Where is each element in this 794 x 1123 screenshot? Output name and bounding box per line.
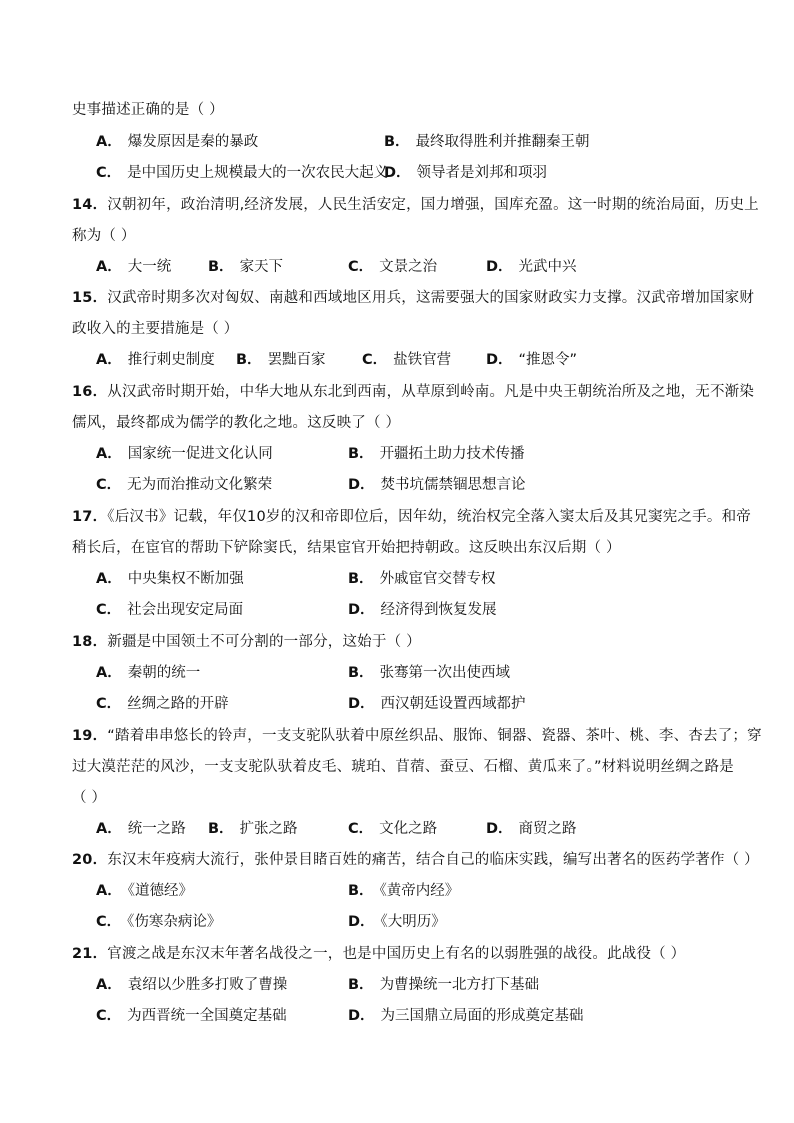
q21-number: 21． bbox=[72, 946, 108, 962]
q16-options-row2 bbox=[96, 475, 736, 495]
q14-stem-line1: 14．汉朝初年，政治清明,经济发展，人民生活安定，国力增强，国库充盈。这一时期的统治局面，历史上 bbox=[72, 197, 759, 213]
q20-option-b[interactable]: B． 《黄帝内经》 bbox=[348, 883, 460, 899]
q13-option-a[interactable]: A． 爆发原因是秦的暴政 bbox=[96, 134, 259, 150]
q19-option-c[interactable]: C． 文化之路 bbox=[348, 821, 438, 837]
q19-stem-line1: 19．“踏着串串悠长的铃声，一支支驼队驮着中原丝织品、服饰、铜器、瓷器、茶叶、桃、李、杏去了；穿 bbox=[72, 728, 762, 744]
q14-options-row bbox=[96, 257, 736, 277]
q18-option-d[interactable]: D． 西汉朝廷设置西域都护 bbox=[348, 696, 526, 712]
q13-option-d[interactable]: D． 领导者是刘邦和项羽 bbox=[384, 165, 548, 181]
q13-continuation: 史事描述正确的是（ ） bbox=[72, 102, 224, 118]
q16-option-b[interactable]: B． 开疆拓土助力技术传播 bbox=[348, 446, 525, 462]
q18-number: 18． bbox=[72, 634, 108, 650]
q17-number: 17． bbox=[72, 509, 108, 525]
q20-option-a[interactable]: A． 《道德经》 bbox=[96, 883, 193, 899]
q16-option-c[interactable]: C． 无为而治推动文化繁荣 bbox=[96, 477, 273, 493]
q20-options-row1 bbox=[96, 881, 736, 901]
q17-options-row2 bbox=[96, 600, 736, 620]
q19-option-d[interactable]: D． 商贸之路 bbox=[486, 821, 577, 837]
q19-number: 19． bbox=[72, 728, 108, 744]
q16-options-row1 bbox=[96, 444, 736, 464]
q18-option-c[interactable]: C． 丝绸之路的开辟 bbox=[96, 696, 229, 712]
q19-stem-line2: 过大漠茫茫的风沙，一支支驼队驮着皮毛、琥珀、苜蓿、蚕豆、石榴、黄瓜来了。”材料说明丝绸之路是 bbox=[72, 759, 734, 775]
q15-options-row bbox=[96, 350, 736, 370]
q21-option-d[interactable]: D． 为三国鼎立局面的形成奠定基础 bbox=[348, 1008, 584, 1024]
q21-option-c[interactable]: C． 为西晋统一全国奠定基础 bbox=[96, 1008, 287, 1024]
q18-options-row2 bbox=[96, 694, 736, 714]
q17-option-b[interactable]: B． 外戚宦官交替专权 bbox=[348, 571, 496, 587]
q16-option-d[interactable]: D． 焚书坑儒禁锢思想言论 bbox=[348, 477, 526, 493]
q14-option-d[interactable]: D． 光武中兴 bbox=[486, 259, 577, 275]
q18-option-a[interactable]: A． 秦朝的统一 bbox=[96, 665, 201, 681]
q16-stem-line1: 16．从汉武帝时期开始，中华大地从东北到西南，从草原到岭南。凡是中央王朝统治所及之地，无不渐染 bbox=[72, 384, 755, 400]
q13-option-c[interactable]: C． 是中国历史上规模最大的一次农民大起义 bbox=[96, 165, 389, 181]
q16-number: 16． bbox=[72, 384, 108, 400]
q21-options-row2 bbox=[96, 1006, 736, 1026]
q14-option-b[interactable]: B． 家天下 bbox=[208, 259, 284, 275]
q18-option-b[interactable]: B． 张骞第一次出使西域 bbox=[348, 665, 511, 681]
q17-stem-line2: 稍长后，在宦官的帮助下铲除窦氏，结果宦官开始把持朝政。这反映出东汉后期（ ） bbox=[72, 540, 621, 556]
q19-stem-line3: （ ） bbox=[72, 790, 107, 806]
q15-stem-line1: 15．汉武帝时期多次对匈奴、南越和西域地区用兵，这需要强大的国家财政实力支撑。汉武帝增加国家财 bbox=[72, 290, 755, 306]
q21-option-a[interactable]: A． 袁绍以少胜多打败了曹操 bbox=[96, 977, 288, 993]
q16-stem-line2: 儒风，最终都成为儒学的教化之地。这反映了（ ） bbox=[72, 415, 401, 431]
q13-options-row2 bbox=[96, 163, 736, 183]
q17-option-a[interactable]: A． 中央集权不断加强 bbox=[96, 571, 244, 587]
q18-stem-line1: 18．新疆是中国领土不可分割的一部分，这始于（ ） bbox=[72, 634, 421, 650]
q13-option-b[interactable]: B． 最终取得胜利并推翻秦王朝 bbox=[384, 134, 590, 150]
q20-option-d[interactable]: D． 《大明历》 bbox=[348, 914, 446, 930]
q14-number: 14． bbox=[72, 197, 108, 213]
q21-stem-line1: 21．官渡之战是东汉末年著名战役之一，也是中国历史上有名的以弱胜强的战役。此战役（ ） bbox=[72, 946, 686, 962]
q20-option-c[interactable]: C． 《伤寒杂病论》 bbox=[96, 914, 222, 930]
q17-option-c[interactable]: C． 社会出现安定局面 bbox=[96, 602, 244, 618]
q21-options-row1 bbox=[96, 975, 736, 995]
q15-option-b[interactable]: B． 罢黜百家 bbox=[236, 352, 326, 368]
q13-options-row1 bbox=[96, 132, 736, 152]
q14-stem-line2: 称为（ ） bbox=[72, 228, 136, 244]
q14-option-c[interactable]: C． 文景之治 bbox=[348, 259, 438, 275]
q15-stem-line2: 政收入的主要措施是（ ） bbox=[72, 321, 239, 337]
q15-option-d[interactable]: D． “推恩令” bbox=[486, 352, 578, 368]
q20-stem-line1: 20．东汉末年疫病大流行，张仲景目睹百姓的痛苦，结合自己的临床实践，编写出著名的医药学著作（ ） bbox=[72, 852, 759, 868]
q15-option-c[interactable]: C． 盐铁官营 bbox=[362, 352, 452, 368]
q16-option-a[interactable]: A． 国家统一促进文化认同 bbox=[96, 446, 273, 462]
q17-option-d[interactable]: D． 经济得到恢复发展 bbox=[348, 602, 497, 618]
q18-options-row1 bbox=[96, 663, 736, 683]
q15-number: 15． bbox=[72, 290, 108, 306]
q19-options-row bbox=[96, 819, 736, 839]
q15-option-a[interactable]: A． 推行刺史制度 bbox=[96, 352, 215, 368]
q19-option-b[interactable]: B． 扩张之路 bbox=[208, 821, 298, 837]
q20-number: 20． bbox=[72, 852, 108, 868]
q17-options-row1 bbox=[96, 569, 736, 589]
q20-options-row2 bbox=[96, 912, 736, 932]
q14-option-a[interactable]: A． 大一统 bbox=[96, 259, 172, 275]
q19-option-a[interactable]: A． 统一之路 bbox=[96, 821, 186, 837]
q21-option-b[interactable]: B． 为曹操统一北方打下基础 bbox=[348, 977, 540, 993]
q17-stem-line1: 17．《后汉书》记载，年仅10岁的汉和帝即位后，因年幼，统治权完全落入窦太后及其兄窦宪之手。和帝 bbox=[72, 509, 751, 525]
